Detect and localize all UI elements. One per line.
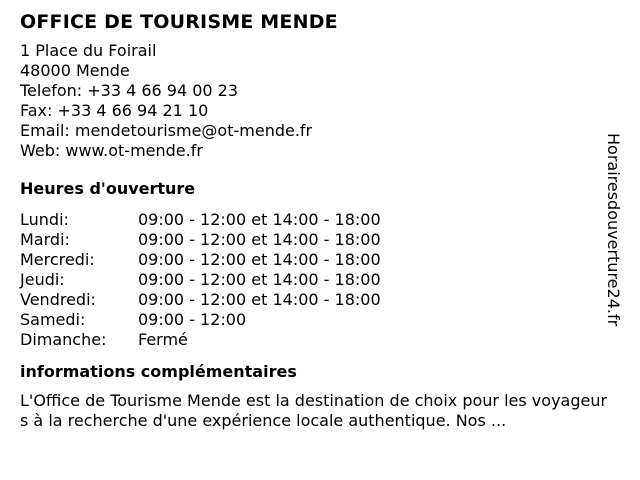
hours-time: 09:00 - 12:00 et 14:00 - 18:00 <box>138 270 381 289</box>
hours-row-mardi <box>20 230 610 250</box>
business-card <box>20 10 610 431</box>
phone-line: Telefon: +33 4 66 94 00 23 <box>20 81 239 100</box>
watermark: Horairesdouverture24.fr <box>604 133 623 327</box>
hours-row-mercredi <box>20 250 610 270</box>
hours-day: Vendredi: <box>20 290 96 309</box>
fax-line: Fax: +33 4 66 94 21 10 <box>20 101 209 120</box>
web-line: Web: www.ot-mende.fr <box>20 141 203 160</box>
email-line: Email: mendetourisme@ot-mende.fr <box>20 121 313 140</box>
info-heading: informations complémentaires <box>20 362 297 381</box>
hours-row-jeudi <box>20 270 610 290</box>
description-text: L'Office de Tourisme Mende est la destination de choix pour les voyageurs à la recherche d'une expérience locale authentique. Nos ... <box>20 391 608 430</box>
hours-day: Lundi: <box>20 210 69 229</box>
hours-time: 09:00 - 12:00 et 14:00 - 18:00 <box>138 290 381 309</box>
hours-day: Mardi: <box>20 230 70 249</box>
hours-time: 09:00 - 12:00 et 14:00 - 18:00 <box>138 230 381 249</box>
address-block <box>20 41 610 161</box>
hours-day: Jeudi: <box>20 270 65 289</box>
hours-row-samedi <box>20 310 610 330</box>
hours-day: Dimanche: <box>20 330 107 349</box>
address-city: 48000 Mende <box>20 61 130 80</box>
hours-table <box>20 210 610 350</box>
hours-row-vendredi <box>20 290 610 310</box>
hours-row-dimanche <box>20 330 610 350</box>
business-name: OFFICE DE TOURISME MENDE <box>20 11 338 33</box>
hours-time: Fermé <box>138 330 188 349</box>
hours-time: 09:00 - 12:00 et 14:00 - 18:00 <box>138 250 381 269</box>
hours-heading: Heures d'ouverture <box>20 179 196 198</box>
hours-time: 09:00 - 12:00 et 14:00 - 18:00 <box>138 210 381 229</box>
hours-time: 09:00 - 12:00 <box>138 310 247 329</box>
hours-day: Samedi: <box>20 310 86 329</box>
hours-row-lundi <box>20 210 610 230</box>
address-street: 1 Place du Foirail <box>20 41 157 60</box>
hours-day: Mercredi: <box>20 250 95 269</box>
